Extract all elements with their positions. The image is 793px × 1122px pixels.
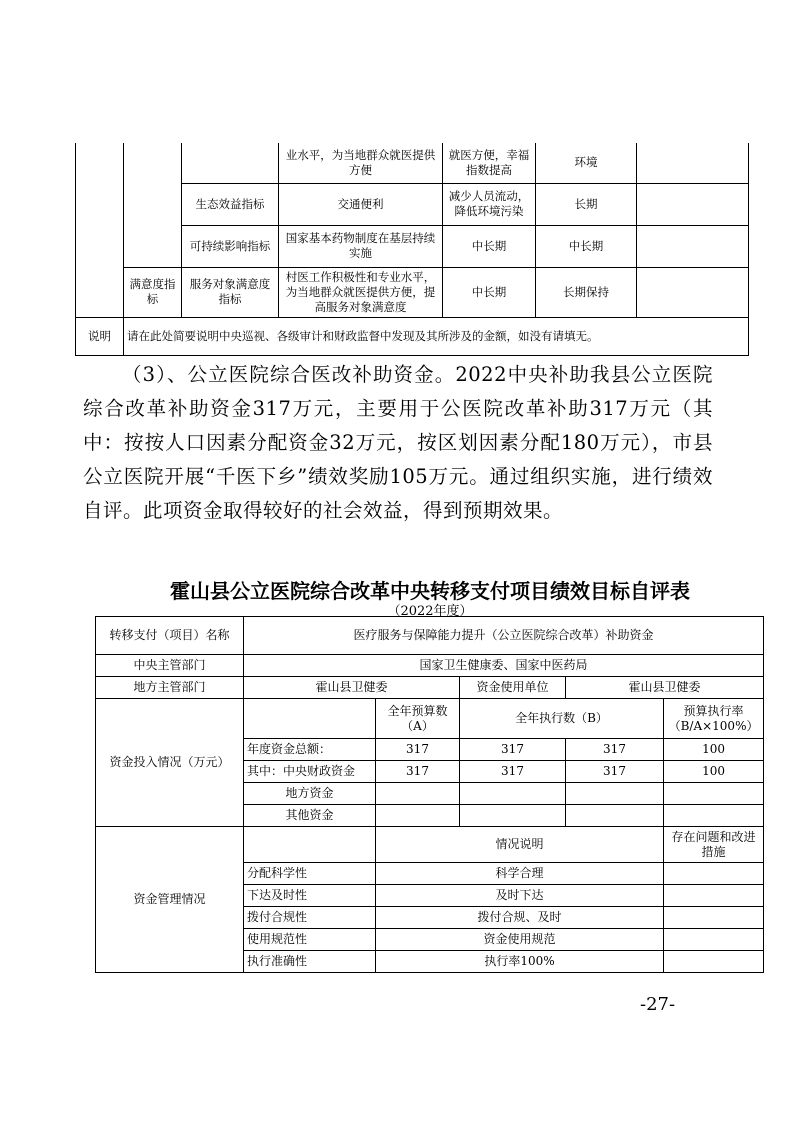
fund-row-rate: 100: [664, 739, 764, 761]
fund-row-a: [376, 805, 460, 827]
mgmt-row-name: 拨付合规性: [244, 907, 376, 929]
indicator-cell: 可持续影响指标: [182, 225, 279, 267]
performance-indicator-table-continued: [75, 143, 749, 356]
funds-label: 资金投入情况（万元）: [96, 699, 244, 827]
category-cell: 满意度指标: [124, 267, 182, 317]
mgmt-row-desc: 资金使用规范: [376, 929, 664, 951]
actual-cell: 长期: [536, 183, 637, 225]
col-rate: 预算执行率（B/A×100%）: [664, 699, 764, 739]
mgmt-row-name: 执行准确性: [244, 951, 376, 973]
fund-row-b1: 317: [460, 739, 566, 761]
fund-row-b2: [566, 805, 664, 827]
fund-row-b1: [460, 783, 566, 805]
central-dept-label: 中央主管部门: [96, 655, 244, 677]
empty-cell: [244, 699, 376, 739]
mgmt-row-name: 使用规范性: [244, 929, 376, 951]
actual-cell: 长期保持: [536, 267, 637, 317]
fund-row-a: [376, 783, 460, 805]
fund-row-name: 其中：中央财政资金: [244, 761, 376, 783]
mgmt-row-issue: [664, 863, 764, 885]
mgmt-row-desc: 科学合理: [376, 863, 664, 885]
indicator-cell: 服务对象满意度指标: [182, 267, 279, 317]
fund-row-b2: [566, 783, 664, 805]
indicator-cell: [182, 143, 279, 183]
empty-cell: [637, 183, 749, 225]
mgmt-row-desc: 拨付合规、及时: [376, 907, 664, 929]
note-text: 请在此处简要说明中央巡视、各级审计和财政监督中发现及其所涉及的金额，如没有请填无。: [124, 317, 749, 355]
mgmt-row-issue: [664, 951, 764, 973]
fund-row-name: 其他资金: [244, 805, 376, 827]
mgmt-row-name: 下达及时性: [244, 885, 376, 907]
fund-row-a: 317: [376, 761, 460, 783]
fund-row-name: 地方资金: [244, 783, 376, 805]
empty-cell: [637, 267, 749, 317]
empty-cell: [637, 225, 749, 267]
fund-row-b1: 317: [460, 761, 566, 783]
fund-row-rate: [664, 783, 764, 805]
self-evaluation-table: [95, 616, 764, 973]
actual-cell: 环境: [536, 143, 637, 183]
fund-row-rate: 100: [664, 761, 764, 783]
fund-row-a: 317: [376, 739, 460, 761]
fund-row-rate: [664, 805, 764, 827]
local-dept-label: 地方主管部门: [96, 677, 244, 699]
content-cell: 国家基本药物制度在基层持续实施: [279, 225, 443, 267]
content-cell: 交通便利: [279, 183, 443, 225]
col-issue: 存在问题和改进措施: [664, 827, 764, 863]
actual-cell: 中长期: [536, 225, 637, 267]
unit-value: 霍山县卫健委: [566, 677, 764, 699]
mgmt-row-issue: [664, 885, 764, 907]
mgmt-row-desc: 及时下达: [376, 885, 664, 907]
content-cell: 村医工作积极性和专业水平，为当地群众就医提供方便，提高服务对象满意度: [279, 267, 443, 317]
target-cell: 减少人员流动，降低环境污染: [443, 183, 536, 225]
col-desc: 情况说明: [376, 827, 664, 863]
page-number: -27-: [640, 994, 676, 1015]
local-dept-value: 霍山县卫健委: [244, 677, 460, 699]
indicator-cell: 生态效益指标: [182, 183, 279, 225]
project-value: 医疗服务与保障能力提升（公立医院综合改革）补助资金: [244, 617, 764, 655]
target-cell: 中长期: [443, 225, 536, 267]
target-cell: 就医方便，幸福指数提高: [443, 143, 536, 183]
unit-label: 资金使用单位: [460, 677, 566, 699]
fund-row-b2: 317: [566, 739, 664, 761]
fund-row-b1: [460, 805, 566, 827]
mgmt-row-issue: [664, 929, 764, 951]
central-dept-value: 国家卫生健康委、国家中医药局: [244, 655, 764, 677]
content-cell: 业水平，为当地群众就医提供方便: [279, 143, 443, 183]
management-label: 资金管理情况: [96, 827, 244, 973]
mgmt-row-issue: [664, 907, 764, 929]
form-title: 霍山县公立医院综合改革中央转移支付项目绩效目标自评表: [170, 579, 690, 603]
project-label: 转移支付（项目）名称: [96, 617, 244, 655]
target-cell: 中长期: [443, 267, 536, 317]
empty-cell: [124, 143, 182, 267]
empty-cell: [244, 827, 376, 863]
col-exec: 全年执行数（B）: [460, 699, 664, 739]
note-label: 说明: [76, 317, 124, 355]
empty-cell: [637, 143, 749, 183]
empty-cell: [76, 143, 124, 317]
col-budget: 全年预算数（A）: [376, 699, 460, 739]
fund-row-b2: 317: [566, 761, 664, 783]
body-paragraph: （3）、公立医院综合医改补助资金。2022中央补助我县公立医院综合改革补助资金317万元，主要用于公医院改革补助317万元（其中：按按人口因素分配资金32万元，按区划因素分配180万元），市县公立医院开展“千医下乡”绩效奖励105万元。通过组织实施，进行绩效自评。此项资金取得较好的社会效益，得到预期效果。: [83, 363, 713, 522]
mgmt-row-desc: 执行率100%: [376, 951, 664, 973]
fund-row-name: 年度资金总额：: [244, 739, 376, 761]
mgmt-row-name: 分配科学性: [244, 863, 376, 885]
form-year: （2022年度）: [387, 604, 473, 619]
